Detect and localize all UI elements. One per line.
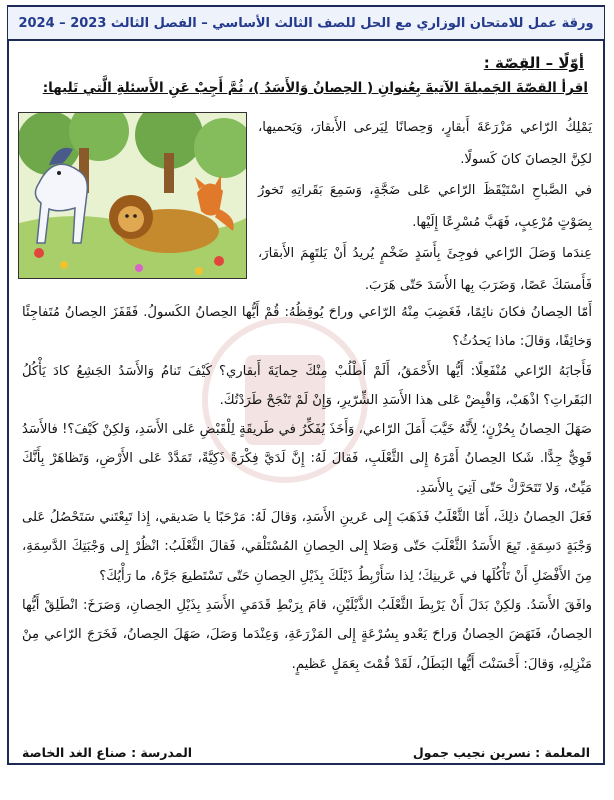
section-title: أوّلًا – القِصّة :: [483, 54, 584, 72]
school-name: المدرسة : صناع الغد الخاصة: [22, 744, 193, 760]
worksheet-footer: [8, 740, 604, 764]
reading-instruction: اقرأ القصّةَ الجَميلةَ الآتيةَ بِعُنوانِ ( الحِصانُ وَالأَسَدُ )، ثُمَّ أَجِبْ عَنِ الأَسئلةِ الَّتي تَليها:: [42, 80, 588, 96]
horse-lion-fox-illustration: [19, 113, 246, 278]
story-illustration: [18, 112, 247, 279]
story-paragraph: يَمْلِكُ الرّاعي مَزْرَعَةَ أَبقارٍ، وَحِصانًا لِيَرعى الأَبقارَ، وَيَحميها، لكِنَّ الحِصانَ كانَ كَسولًا.: [258, 120, 592, 167]
story-text-full-width: [22, 298, 592, 679]
story-paragraph: صَهَلَ الحِصانُ بِحُزْنٍ؛ لِأَنَّهُ خَيَّبَ أَمَلَ الرّاعي، وَأَخَذَ يُفَكِّرُ في طَريقَةٍ لِلْقَبْضِ عَلى الأَسَدِ، وَلكِنْ كَيْفَ؟! فالأَسَدُ قَوِيٌّ جِدًّا. شَكا الحِصانُ أَمْرَهُ إِلى الثَّعْلَبِ، فَقالَ لَهُ: إِنَّ لَدَيَّ فِكْرَةً ذَكِيَّةً، تَمَدَّدْ عَلى الأَرْضِ، وَتَظاهَرْ بِأَنَّكَ مَيِّتٌ، وَلا تَتَحَرَّكْ حَتّى آتِيَ بِالأَسَدِ.: [22, 422, 592, 496]
story-paragraph: عِندَما وَصَلَ الرّاعي فوجِئَ بِأَسَدٍ ضَخْمٍ يُريدُ أَنْ يَلتَهِمَ الأَبقارَ، فَأَمسَكَ عَصًا، وَضَرَبَ بِها الأَسَدَ حَتّى هَرَبَ.: [258, 246, 592, 293]
story-paragraph: فَعَلَ الحِصانُ ذلِكَ، أَمّا الثَّعْلَبُ فَذَهَبَ إِلى عَرينِ الأَسَدِ، وَقالَ لَهُ: مَرْحَبًا يا صَديقي، إِذا تَبِعْتَني سَتَحْصُلُ عَلى وَجْبَةٍ دَسِمَةٍ. تَبِعَ الأَسَدُ الثَّعْلَبَ حَتّى وَصَلا إِلى الحِصانِ المُسْتَلْقي، فَقالَ الثَّعْلَبُ: انْظُرْ إِلى وَجْبَتِكَ الدَّسِمَةِ، مِنَ الأَفْضَلِ أَنْ تَأْكُلَها في عَرينِكَ؛ لِذا سَأَرْبِطُ ذَيْلَكَ بِذَيْلِ الحِصانِ حَتّى تَسْتَطيعَ جَرَّهُ، ما رَأْيُكَ؟: [22, 510, 592, 584]
story-text-beside-image: [258, 112, 592, 301]
story-paragraph: فَأَجابَهُ الرّاعي مُنْفَعِلًا: أَيُّها الأَحْمَقُ، أَلَمْ أَطْلُبْ مِنْكَ حِمايَةَ أَبقاري؟ كَيْفَ تَنامُ وَالأَسَدُ الجَشِعُ كادَ يَأْكُلُ البَقَراتِ؟ اذْهَبْ، وَاقْبِضْ عَلى هذا الأَسَدِ الشِّرّيرِ، وَإِنْ لَمْ تَنْجَحْ طَرَدْتُكَ.: [22, 363, 592, 408]
story-paragraph: وافَقَ الأَسَدُ. وَلكِنْ بَدَلَ أَنْ يَرْبِطَ الثَّعْلَبُ الذَّيْلَيْنِ، قامَ بِرَبْطِ قَدَمَيِ الأَسَدِ بِذَيْلِ الحِصانِ، وَصَرَخَ: انْطَلِقْ أَيُّها الحِصانُ، فَنَهَضَ الحِصانُ وَراحَ يَعْدو بِسُرْعَةٍ إِلى المَزْرَعَةِ، وَعِنْدَما وَصَلَ، صَهَلَ الحِصانُ، فَخَرَجَ الرّاعي مِنْ مَنْزِلِهِ، وَقالَ: أَحْسَنْتَ أَيُّها البَطَلُ، لَقَدْ قُمْتَ بِعَمَلٍ عَظيمٍ.: [22, 597, 592, 672]
story-paragraph: أَمّا الحِصانُ فكانَ نائِمًا، فَغَضِبَ مِنْهُ الرّاعي وراحَ يُوقِظُهُ: قُمْ أَيُّها الحِصانُ الكَسولُ. فَقَفَزَ الحِصانُ مُتَفاجِئًا وَخائِفًا، وَقالَ: ماذا يَحدُثُ؟: [22, 305, 592, 350]
teacher-name: المعلمة : نسرين نجيب جمول: [412, 744, 590, 760]
worksheet-title: ورقة عمل للامتحان الوزاري مع الحل للصف الثالث الأساسي – الفصل الثالث 2023 – 2024: [18, 15, 594, 31]
worksheet-header: [8, 7, 604, 41]
story-paragraph: في الصَّباحِ اسْتَيْقَظَ الرّاعي عَلى ضَجَّةٍ، وَسَمِعَ بَقَراتِهِ تَخورُ بِصَوْتٍ مُرْعِبٍ، فَهَبَّ مُسْرِعًا إِلَيْها.: [258, 183, 592, 230]
